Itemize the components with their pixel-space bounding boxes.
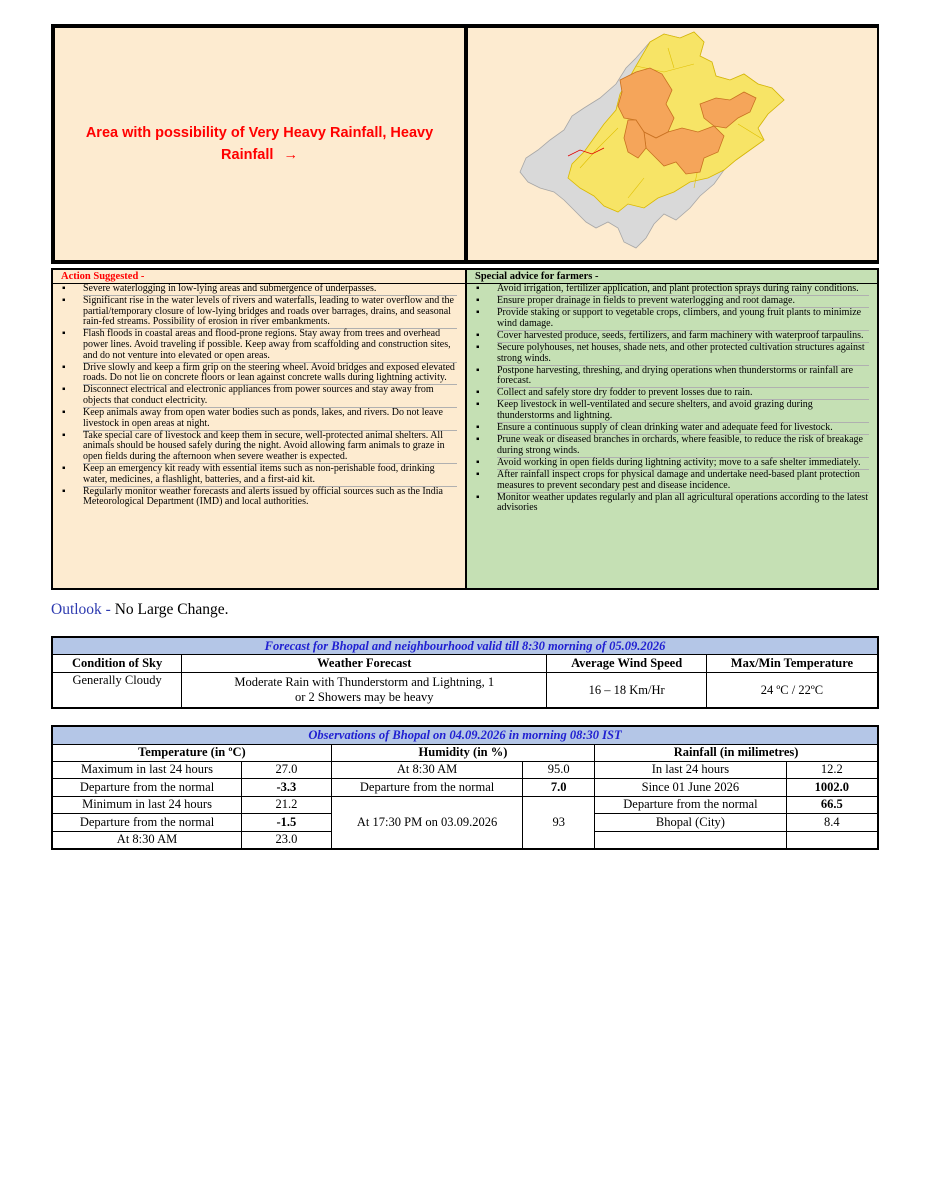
obs-rain-empty-label [595, 831, 787, 849]
obs-header-temperature: Temperature (in ºC) [52, 744, 331, 761]
farmer-advice-list [467, 284, 877, 514]
action-suggested-column [53, 270, 467, 588]
list-item: ▪ Avoid working in open fields during lightning activity; move to a safe shelter immediately. [497, 458, 869, 470]
list-item: ▪ Disconnect electrical and electronic appliances from power sources and stay away from objects that conduct electricity. [83, 385, 457, 408]
arrow-right-icon: → [283, 147, 298, 163]
obs-rain-label: Departure from the normal [595, 796, 787, 814]
forecast-title: Forecast for Bhopal and neighbourhood valid till 8:30 morning of 05.09.2026 [52, 637, 878, 655]
rainfall-area-text: Area with possibility of Very Heavy Rainfall, Heavy Rainfall [85, 125, 434, 163]
list-item: ▪ Ensure proper drainage in fields to prevent waterlogging and root damage. [497, 296, 869, 308]
list-item: ▪ Cover harvested produce, seeds, fertilizers, and farm machinery with waterproof tarpaulins. [497, 331, 869, 343]
obs-temp-label: Departure from the normal [52, 779, 242, 797]
forecast-header-temp: Max/Min Temperature [706, 655, 878, 673]
observations-title: Observations of Bhopal on 04.09.2026 in morning 08:30 IST [52, 726, 878, 744]
list-item: ▪ Drive slowly and keep a firm grip on the steering wheel. Avoid bridges and exposed elevated roads. Do not lie on concrete floors or lean against concrete walls during lightning activity. [83, 363, 457, 386]
obs-hum-value: 95.0 [523, 761, 595, 779]
list-item: ▪ Collect and safely store dry fodder to prevent losses due to rain. [497, 388, 869, 400]
rainfall-area-caption [70, 122, 450, 166]
obs-header-rainfall: Rainfall (in milimetres) [595, 744, 878, 761]
forecast-header-sky: Condition of Sky [52, 655, 182, 673]
obs-rain-label: In last 24 hours [595, 761, 787, 779]
obs-temp-value: 23.0 [242, 831, 332, 849]
state-rainfall-map [468, 28, 877, 260]
list-item: ▪ Avoid irrigation, fertilizer application, and plant protection sprays during rainy conditions. [497, 284, 869, 296]
action-suggested-list [53, 284, 465, 508]
obs-temp-value: 21.2 [242, 796, 332, 814]
obs-rain-value: 1002.0 [786, 779, 878, 797]
list-item: ▪ Keep an emergency kit ready with essential items such as non-perishable food, drinking water, medicines, a flashlight, batteries, and a first-aid kit. [83, 464, 457, 487]
outlook-line [51, 601, 229, 619]
forecast-wind: 16 – 18 Km/Hr [547, 673, 707, 709]
farmer-advice-column [467, 270, 877, 588]
obs-hum-value: 93 [523, 796, 595, 849]
obs-rain-value: 66.5 [786, 796, 878, 814]
observations-table [51, 725, 879, 850]
obs-hum-label: At 17:30 PM on 03.09.2026 [331, 796, 523, 849]
list-item: ▪ After rainfall inspect crops for physical damage and undertake need-based plant protection measures to prevent secondary pest and disease incidence. [497, 470, 869, 493]
list-item: ▪ Keep animals away from open water bodies such as ponds, lakes, and rivers. Do not leave livestock in open areas at night. [83, 408, 457, 431]
list-item: ▪ Significant rise in the water levels of rivers and waterfalls, leading to water overflow and the partial/temporary closure of low-lying bridges and roads over barrages, drains, and seasonal rain-fed streams. Possibility of erosion in river embankments. [83, 296, 457, 329]
list-item: ▪ Take special care of livestock and keep them in secure, well-protected animal shelters. All animals should be housed safely during the night. Avoid allowing farm animals to graze in open fields during the afternoon when severe weather is expected. [83, 431, 457, 464]
forecast-table [51, 636, 879, 709]
rainfall-map-cell [468, 28, 877, 260]
forecast-sky: Generally Cloudy [52, 673, 182, 709]
obs-rain-value: 8.4 [786, 814, 878, 832]
advice-panel [51, 268, 879, 590]
obs-rain-empty-value [786, 831, 878, 849]
forecast-header-wind: Average Wind Speed [547, 655, 707, 673]
obs-temp-label: Minimum in last 24 hours [52, 796, 242, 814]
obs-rain-value: 12.2 [786, 761, 878, 779]
action-suggested-title: Action Suggested - [53, 270, 465, 284]
table-row [52, 761, 878, 779]
list-item: ▪ Provide staking or support to vegetable crops, climbers, and young fruit plants to minimize wind damage. [497, 308, 869, 331]
obs-temp-value: -1.5 [242, 814, 332, 832]
obs-temp-label: Maximum in last 24 hours [52, 761, 242, 779]
rainfall-area-panel [51, 24, 879, 264]
list-item: ▪ Postpone harvesting, threshing, and drying operations when thunderstorms or rainfall are forecast. [497, 366, 869, 389]
obs-hum-value: 7.0 [523, 779, 595, 797]
obs-temp-label: At 8:30 AM [52, 831, 242, 849]
table-row [52, 779, 878, 797]
obs-hum-label: At 8:30 AM [331, 761, 523, 779]
obs-temp-value: 27.0 [242, 761, 332, 779]
list-item: ▪ Monitor weather updates regularly and plan all agricultural operations according to the latest advisories [497, 493, 869, 515]
outlook-text: No Large Change. [110, 601, 229, 618]
obs-temp-value: -3.3 [242, 779, 332, 797]
forecast-weather: Moderate Rain with Thunderstorm and Lightning, 1 or 2 Showers may be heavy [182, 673, 547, 709]
list-item: ▪ Severe waterlogging in low-lying areas and submergence of underpasses. [83, 284, 457, 296]
table-row [52, 796, 878, 814]
list-item: ▪ Flash floods in coastal areas and flood-prone regions. Stay away from trees and overhead power lines. Avoid traveling if possible. Keep away from scaffolding and construction sites, and do not venture into elevated or open areas. [83, 329, 457, 362]
forecast-header-weather: Weather Forecast [182, 655, 547, 673]
obs-temp-label: Departure from the normal [52, 814, 242, 832]
list-item: ▪ Keep livestock in well-ventilated and secure shelters, and avoid grazing during thunderstorms and lightning. [497, 400, 869, 423]
outlook-label: Outlook - [51, 601, 111, 618]
obs-hum-label: Departure from the normal [331, 779, 523, 797]
rainfall-area-caption-cell [55, 28, 464, 260]
list-item: ▪ Regularly monitor weather forecasts and alerts issued by official sources such as the India Meteorological Department (IMD) and local authorities. [83, 487, 457, 509]
farmer-advice-title: Special advice for farmers - [467, 270, 877, 284]
list-item: ▪ Secure polyhouses, net houses, shade nets, and other protected cultivation structures against strong winds. [497, 343, 869, 366]
forecast-temp: 24 ºC / 22ºC [706, 673, 878, 709]
obs-header-humidity: Humidity (in %) [331, 744, 594, 761]
obs-rain-label: Bhopal (City) [595, 814, 787, 832]
list-item: ▪ Prune weak or diseased branches in orchards, where feasible, to reduce the risk of breakage during strong winds. [497, 435, 869, 458]
list-item: ▪ Ensure a continuous supply of clean drinking water and adequate feed for livestock. [497, 423, 869, 435]
obs-rain-label: Since 01 June 2026 [595, 779, 787, 797]
